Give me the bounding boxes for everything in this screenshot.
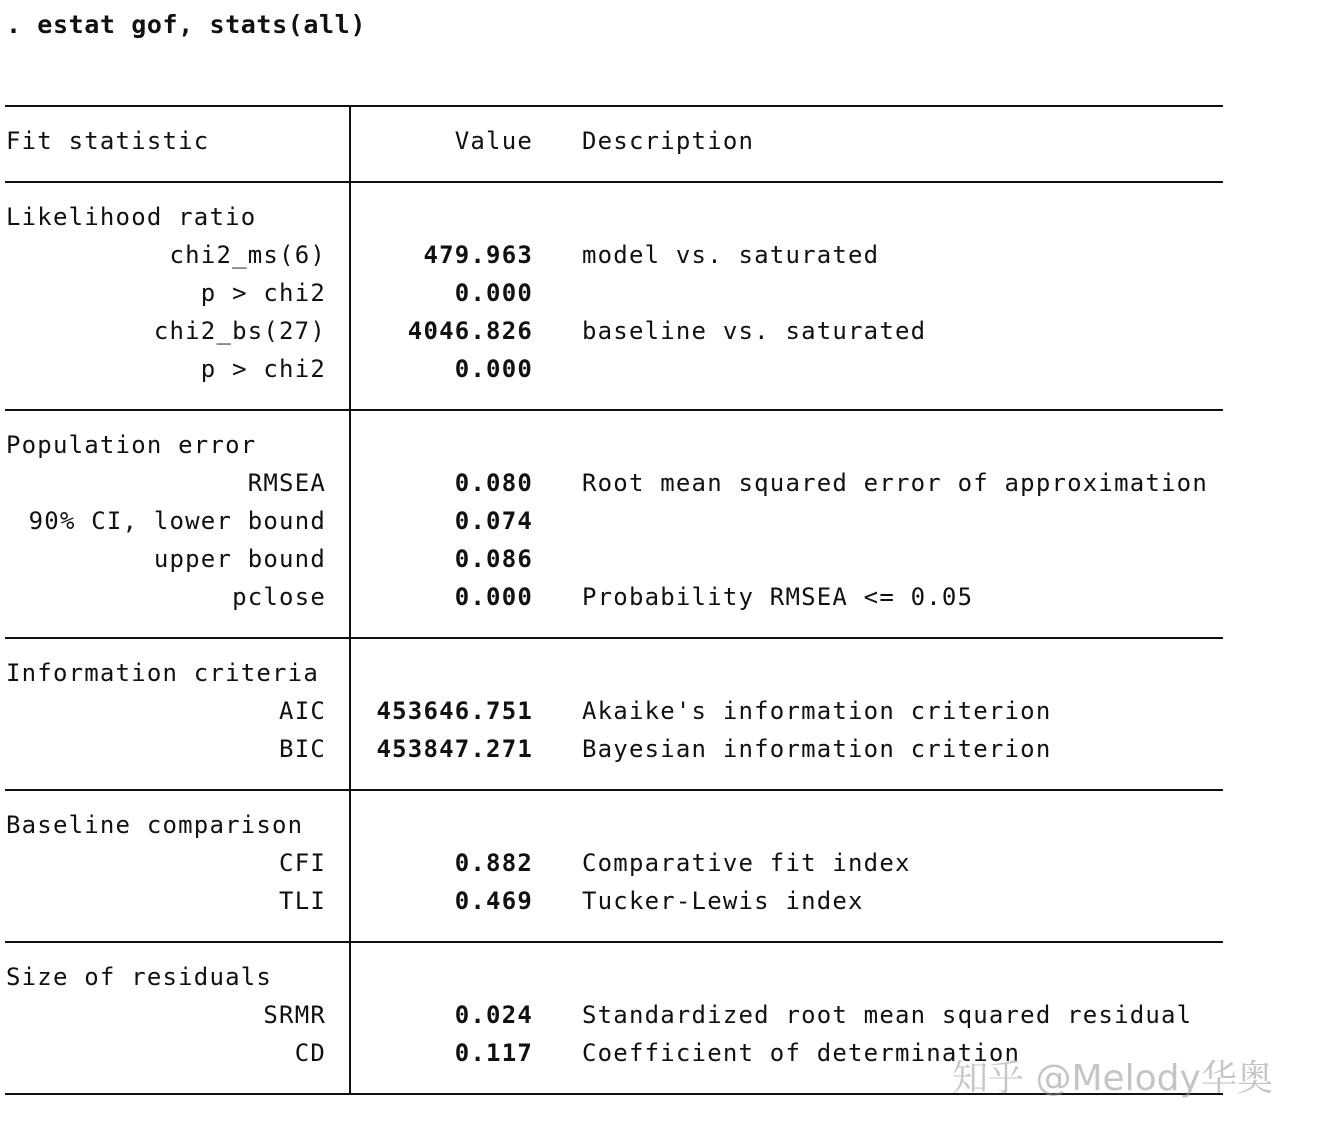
section-title: Population error — [6, 431, 257, 459]
row-label: SRMR — [263, 1001, 326, 1029]
row-label: chi2_bs(27) — [153, 317, 326, 345]
row-label: TLI — [279, 887, 326, 915]
row-value: 4046.826 — [407, 317, 533, 345]
row-label: 90% CI, lower bound — [28, 507, 326, 535]
row-label: p > chi2 — [200, 279, 326, 307]
row-value: 0.000 — [454, 279, 533, 307]
section-title: Information criteria — [6, 659, 319, 687]
row-description: Coefficient of determination — [582, 1039, 1021, 1067]
row-description: Root mean squared error of approximation — [582, 469, 1208, 497]
row-label: p > chi2 — [200, 355, 326, 383]
row-label: AIC — [279, 697, 326, 725]
section-title: Likelihood ratio — [6, 203, 257, 231]
row-value: 0.469 — [454, 887, 533, 915]
section-title: Baseline comparison — [6, 811, 304, 839]
row-value: 453646.751 — [376, 697, 533, 725]
row-value: 0.024 — [454, 1001, 533, 1029]
row-value: 0.080 — [454, 469, 533, 497]
row-value: 0.882 — [454, 849, 533, 877]
row-description: model vs. saturated — [582, 241, 880, 269]
column-separator — [349, 105, 351, 1094]
row-description: Bayesian information criterion — [582, 735, 1052, 763]
row-label: CD — [294, 1039, 326, 1067]
section-rule — [5, 409, 1223, 411]
section-rule — [5, 789, 1223, 791]
row-description: Standardized root mean squared residual — [582, 1001, 1193, 1029]
row-value: 0.000 — [454, 355, 533, 383]
row-label: BIC — [279, 735, 326, 763]
row-value: 0.000 — [454, 583, 533, 611]
command-line: . estat gof, stats(all) — [6, 10, 366, 39]
header-fit-statistic: Fit statistic — [6, 127, 210, 155]
row-label: RMSEA — [247, 469, 326, 497]
row-value: 0.086 — [454, 545, 533, 573]
header-description: Description — [582, 127, 755, 155]
row-description: Probability RMSEA <= 0.05 — [582, 583, 974, 611]
row-value: 453847.271 — [376, 735, 533, 763]
section-title: Size of residuals — [6, 963, 273, 991]
row-description: Tucker-Lewis index — [582, 887, 864, 915]
row-label: upper bound — [153, 545, 326, 573]
row-description: baseline vs. saturated — [582, 317, 927, 345]
table-top-rule — [5, 105, 1223, 107]
row-label: pclose — [232, 583, 326, 611]
row-description: Akaike's information criterion — [582, 697, 1052, 725]
header-rule — [5, 181, 1223, 183]
section-rule — [5, 941, 1223, 943]
section-rule — [5, 637, 1223, 639]
watermark: 知乎 @Melody华奥 — [952, 1058, 1273, 1099]
row-label: CFI — [279, 849, 326, 877]
row-description: Comparative fit index — [582, 849, 911, 877]
row-value: 0.074 — [454, 507, 533, 535]
row-value: 479.963 — [423, 241, 533, 269]
row-value: 0.117 — [454, 1039, 533, 1067]
row-label: chi2_ms(6) — [169, 241, 326, 269]
header-value: Value — [454, 127, 533, 155]
